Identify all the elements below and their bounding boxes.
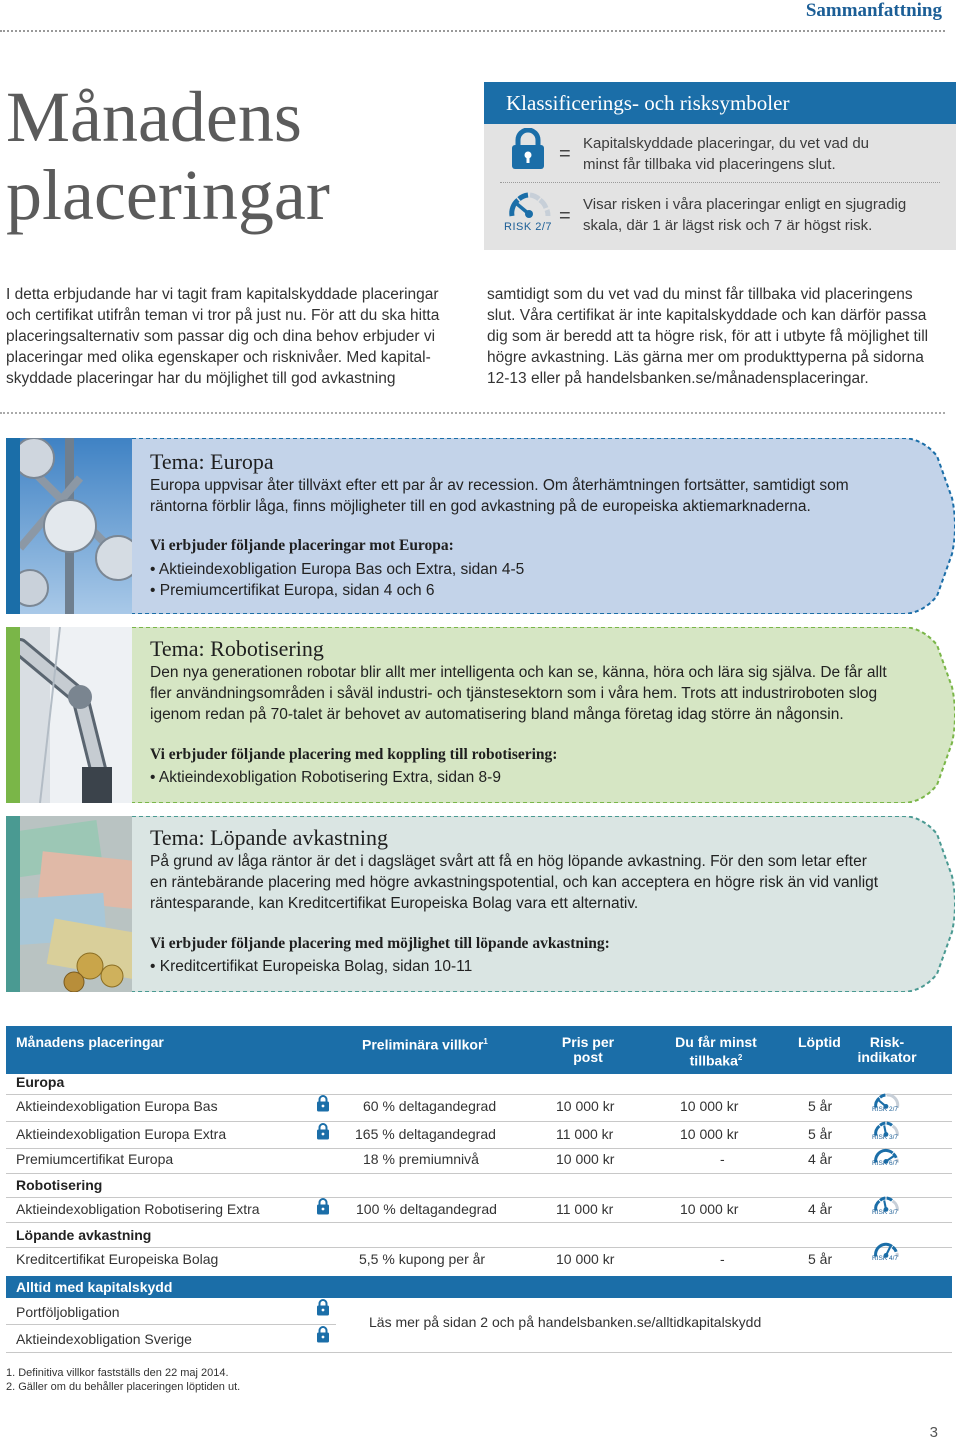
row-divider	[6, 1148, 952, 1149]
page-number: 3	[929, 1424, 938, 1441]
intro-line: skyddade placeringar har du möjlighet till god avkastning	[6, 370, 396, 387]
row-divider	[6, 1247, 952, 1248]
table-row	[0, 1151, 960, 1173]
theme-lopande-text	[150, 851, 878, 914]
theme-lopande-subheading: Vi erbjuder följande placering med möjlighet till löpande avkastning:	[150, 935, 610, 952]
theme-robot-stripe	[6, 627, 21, 803]
lock-icon	[316, 1325, 330, 1343]
row-terms: 5,5 % kupong per år	[359, 1251, 486, 1267]
bullet-item: • Kreditcertifikat Europeiska Bolag, sidan 10-11	[150, 958, 473, 975]
lock-description-line-1: Kapitalskyddade placeringar, du vet vad du	[583, 135, 870, 152]
col-header-terms: Preliminära villkor$^1$	[362, 1036, 488, 1053]
theme-europa-stripe	[6, 438, 21, 614]
theme-lopande-stripe	[6, 816, 21, 992]
section-title: Sammanfattning	[805, 0, 942, 21]
bullet-item: • Aktieindexobligation Robotisering Extra, sidan 8-9	[150, 769, 501, 786]
col-header-min: Du får minst tillbaka$^2$	[675, 1034, 757, 1069]
risk-description-line-2: skala, där 1 är lägst risk och 7 är högst risk.	[583, 217, 873, 234]
intro-line: högre avkastning. Läs gärna mer om produkttyperna på sidorna	[487, 349, 924, 366]
page-title	[6, 78, 330, 234]
category-robotisering: Robotisering	[16, 1177, 103, 1193]
bullet-item: • Premiumcertifikat Europa, sidan 4 och 6	[150, 582, 435, 599]
intro-line: dig som är beredd att ta högre risk, för att i utbyte få möjlighet till	[487, 328, 929, 345]
row-price: 10 000 kr	[556, 1151, 615, 1167]
intro-line: slut. Våra certifikat är inte kapitalskyddade och kan därför passa	[487, 307, 927, 324]
row-divider	[6, 1324, 336, 1325]
row-min: -	[720, 1251, 725, 1267]
table-row	[0, 1098, 960, 1120]
row-term: 5 år	[808, 1251, 833, 1267]
intro-line: placeringar med olika egenskaper och risknivåer. Med kapital-	[6, 349, 431, 366]
lock-description-line-2: minst får tillbaka vid placeringens slut.	[583, 156, 836, 173]
row-name: Aktieindexobligation Europa Bas	[16, 1098, 218, 1114]
risk-label: RISK 4/7	[872, 1255, 899, 1262]
theme-europa-photo	[20, 438, 132, 614]
intro-line: samtidigt som du vet vad du minst får tillbaka vid placeringens	[487, 286, 913, 303]
row-min: 10 000 kr	[680, 1201, 739, 1217]
header-divider	[0, 30, 945, 32]
classification-divider	[500, 182, 940, 183]
lock-icon	[316, 1094, 330, 1112]
theme-robot-bullets	[150, 767, 501, 788]
row-terms: 165 % deltagandegrad	[355, 1126, 496, 1142]
intro-left-column	[6, 284, 474, 389]
lock-icon	[316, 1197, 330, 1215]
col-header-name: Månadens placeringar	[16, 1034, 164, 1050]
risk-label: RISK 2/7	[504, 221, 553, 233]
intro-line: och certifikat utifrån teman vi tror på just nu. För att du ska hitta	[6, 307, 440, 324]
theme-text-line: en räntebärande placering med högre avkastningspotential, och kan acceptera en högre risk än vid vanligt	[150, 874, 879, 891]
row-price: 10 000 kr	[556, 1251, 615, 1267]
table-row	[0, 1251, 960, 1273]
theme-robot-photo	[20, 627, 132, 803]
row-price: 11 000 kr	[556, 1201, 614, 1217]
row-divider	[6, 1222, 952, 1223]
row-divider	[6, 1121, 952, 1122]
footnote-1: 1. Definitiva villkor fastställs den 22 maj 2014.	[6, 1367, 229, 1379]
row-terms: 60 % deltagandegrad	[363, 1098, 497, 1114]
risk-label: RISK 3/7	[872, 1209, 899, 1216]
risk-description-line-1: Visar risken i våra placeringar enligt en sjugradig	[583, 196, 907, 213]
row-min: 10 000 kr	[680, 1098, 739, 1114]
table-row	[0, 1126, 960, 1148]
row-divider	[6, 1197, 952, 1198]
row-divider	[6, 1173, 952, 1174]
theme-lopande-bullets	[150, 956, 472, 977]
col-header-risk: Risk- indikator	[857, 1034, 917, 1065]
row-min: -	[720, 1151, 725, 1167]
col-header-term: Löptid	[798, 1034, 841, 1050]
theme-text-line: igenom redan på 70-talet är behovet av automatisering bland många företag idag större än någonsin.	[150, 706, 844, 723]
section-divider	[0, 412, 945, 414]
risk-label: RISK 2/7	[872, 1106, 899, 1113]
intro-line: I detta erbjudande har vi tagit fram kapitalskyddade placeringar	[6, 286, 439, 303]
intro-right-column	[487, 284, 955, 389]
always-row-name: Portföljobligation	[16, 1304, 120, 1320]
theme-robot-subheading: Vi erbjuder följande placering med koppling till robotisering:	[150, 746, 558, 763]
theme-europa-subheading: Vi erbjuder följande placeringar mot Europa:	[150, 537, 454, 554]
always-note: Läs mer på sidan 2 och på handelsbanken.se/alltidkapitalskydd	[369, 1314, 762, 1330]
row-term: 5 år	[808, 1126, 833, 1142]
risk-label: RISK 3/7	[872, 1134, 899, 1141]
intro-line: 12-13 eller på handelsbanken.se/månadensplaceringar.	[487, 370, 869, 387]
row-name: Premiumcertifikat Europa	[16, 1151, 174, 1167]
equals-sign: =	[559, 205, 571, 227]
risk-label: RISK 6/7	[872, 1160, 899, 1167]
classification-heading: Klassificerings- och risksymboler	[484, 82, 956, 124]
theme-text-line: På grund av låga räntor är det i dagsläget svårt att få en hög löpande avkastning. För den som letar efter	[150, 853, 867, 870]
row-min: 10 000 kr	[680, 1126, 739, 1142]
theme-text-line: Den nya generationen robotar blir allt mer intelligenta och kan se, känna, höra och lära sig själva. De får allt	[150, 664, 887, 681]
row-divider	[6, 1094, 952, 1095]
theme-europa-text	[150, 475, 849, 517]
row-term: 5 år	[808, 1098, 833, 1114]
theme-text-line: Europa uppvisar åter tillväxt efter ett par år av recession. Om återhämtningen fortsätter, samtidigt som	[150, 477, 849, 494]
theme-text-line: fler användningsområden i såväl industri- och tjänstesektorn som i våra hem. Trots att industriroboten slog	[150, 685, 878, 702]
col-header-price: Pris per post	[561, 1034, 615, 1065]
row-terms: 18 % premiumnivå	[363, 1151, 479, 1167]
theme-lopande-title: Tema: Löpande avkastning	[150, 825, 388, 850]
row-term: 4 år	[808, 1201, 833, 1217]
page-title-line-2: placeringar	[6, 155, 330, 235]
row-term: 4 år	[808, 1151, 833, 1167]
lock-icon	[316, 1122, 330, 1140]
theme-europa-title: Tema: Europa	[150, 449, 274, 474]
equals-sign: =	[559, 143, 571, 165]
bullet-item: • Aktieindexobligation Europa Bas och Extra, sidan 4-5	[150, 561, 525, 578]
lock-description	[583, 133, 869, 175]
theme-robot-title: Tema: Robotisering	[150, 636, 324, 661]
footnote-2: 2. Gäller om du behåller placeringen löptiden ut.	[6, 1381, 241, 1393]
row-terms: 100 % deltagandegrad	[356, 1201, 497, 1217]
page-title-line-1: Månadens	[6, 77, 302, 157]
lock-icon	[316, 1298, 330, 1316]
theme-robot-text	[150, 662, 887, 725]
risk-description	[583, 194, 906, 236]
risk-gauge-icon	[506, 190, 552, 220]
always-row-name: Aktieindexobligation Sverige	[16, 1331, 192, 1347]
category-europa: Europa	[16, 1074, 65, 1090]
row-name: Aktieindexobligation Europa Extra	[16, 1126, 227, 1142]
row-price: 11 000 kr	[556, 1126, 614, 1142]
lock-icon	[508, 128, 548, 170]
table-row	[0, 1201, 960, 1223]
category-alltid: Alltid med kapitalskydd	[16, 1279, 173, 1295]
theme-text-line: räntorna förblir låga, finns möjligheter till en god avkastning på de europeiska aktiemarknaderna.	[150, 498, 811, 515]
row-divider	[6, 1352, 952, 1353]
theme-lopande-photo	[20, 816, 132, 992]
category-lopande: Löpande avkastning	[16, 1227, 152, 1243]
theme-text-line: räntesparande, kan Kreditcertifikat Europeiska Bolag vara ett alternativ.	[150, 895, 639, 912]
row-price: 10 000 kr	[556, 1098, 615, 1114]
row-name: Kreditcertifikat Europeiska Bolag	[16, 1251, 219, 1267]
theme-europa-bullets	[150, 559, 524, 601]
intro-line: placeringsalternativ som passar dig och dina behov erbjuder vi	[6, 328, 436, 345]
row-name: Aktieindexobligation Robotisering Extra	[16, 1201, 260, 1217]
